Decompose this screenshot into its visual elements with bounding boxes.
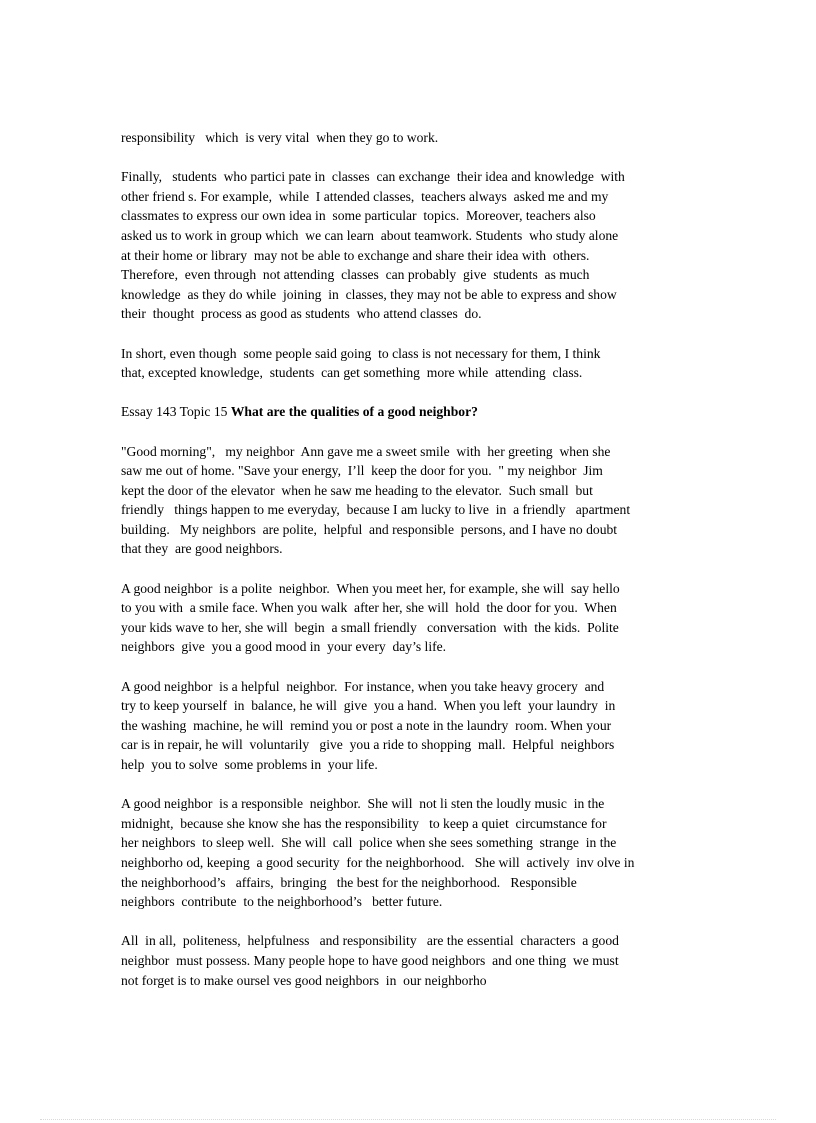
text-line: "Good morning", my neighbor Ann gave me a sweet smile with her greeting when she (121, 443, 611, 459)
text-line: try to keep yourself in balance, he will give you a hand. When you left your laundry in (121, 698, 616, 714)
text-line: neighborho od, keeping a good security for the neighborhood. She will actively inv olve in (121, 854, 635, 870)
text-line: classmates to express our own idea in some particular topics. Moreover, teachers also (121, 208, 596, 224)
text-line: Therefore, even through not attending classes can probably give students as much (121, 267, 590, 283)
text-line: All in all, politeness, helpfulness and responsibility are the essential characters a good (121, 933, 619, 949)
text-line: their thought process as good as students who attend classes do. (121, 306, 482, 322)
text-line: A good neighbor is a responsible neighbor. She will not li sten the loudly music in the (121, 796, 605, 812)
text-line: building. My neighbors are polite, helpful and responsible persons, and I have no doubt (121, 521, 618, 537)
text-line: Finally, students who partici pate in classes can exchange their idea and knowledge with (121, 169, 625, 185)
text-line: your kids wave to her, she will begin a small friendly conversation with the kids. Polite (121, 619, 619, 635)
text-line: neighbors contribute to the neighborhood’s better future. (121, 894, 443, 910)
paragraph-responsible (121, 794, 711, 912)
text-line: not forget is to make oursel ves good neighbors in our neighborho (121, 972, 487, 988)
essay-heading-prefix: Essay 143 Topic 15 (121, 404, 228, 420)
text-line: the washing machine, he will remind you or post a note in the laundry room. When your (121, 717, 612, 733)
text-line: car is in repair, he will voluntarily give you a ride to shopping mall. Helpful neighbors (121, 737, 615, 753)
text-line: neighbors give you a good mood in your every day’s life. (121, 639, 447, 655)
essay-heading (121, 402, 711, 422)
essay-heading-title: What are the qualities of a good neighbor? (230, 404, 478, 420)
text-line: other friend s. For example, while I attended classes, teachers always asked me and my (121, 188, 609, 204)
text-line: responsibility which is very vital when they go to work. (121, 130, 439, 145)
text-line: at their home or library may not be able to exchange and share their idea with others. (121, 247, 590, 263)
text-line: midnight, because she know she has the responsibility to keep a quiet circumstance for (121, 815, 607, 831)
text-line: that they are good neighbors. (121, 541, 283, 557)
text-line: the neighborhood’s affairs, bringing the best for the neighborhood. Responsible (121, 874, 577, 890)
paragraph-intro-fragment (121, 128, 711, 148)
text-line: A good neighbor is a polite neighbor. When you meet her, for example, she will say hello (121, 580, 620, 596)
text-line: A good neighbor is a helpful neighbor. For instance, when you take heavy grocery and (121, 678, 605, 694)
text-line: asked us to work in group which we can learn about teamwork. Students who study alone (121, 227, 619, 243)
paragraph-helpful (121, 677, 711, 775)
text-line: friendly things happen to me everyday, because I am lucky to live in a friendly apartment (121, 502, 631, 518)
paragraph-finally (121, 167, 711, 324)
text-line: neighbor must possess. Many people hope to have good neighbors and one thing we must (121, 952, 619, 968)
paragraph-in-short (121, 344, 711, 383)
text-line: her neighbors to sleep well. She will call police when she sees something strange in the (121, 835, 617, 851)
paragraph-conclusion (121, 931, 711, 990)
document-body (121, 128, 711, 1010)
text-line: In short, even though some people said going to class is not necessary for them, I think (121, 345, 601, 361)
paragraph-good-morning (121, 442, 711, 560)
text-line: help you to solve some problems in your life. (121, 757, 378, 772)
text-line: kept the door of the elevator when he saw me heading to the elevator. Such small but (121, 482, 593, 498)
text-line: saw me out of home. "Save your energy, I’ll keep the door for you. " my neighbor Jim (121, 463, 603, 479)
text-line: that, excepted knowledge, students can get something more while attending class. (121, 365, 583, 381)
text-line: knowledge as they do while joining in classes, they may not be able to express and show (121, 286, 617, 302)
text-line: to you with a smile face. When you walk after her, she will hold the door for you. When (121, 600, 617, 616)
page-bottom-divider (40, 1119, 776, 1120)
paragraph-polite (121, 579, 711, 657)
